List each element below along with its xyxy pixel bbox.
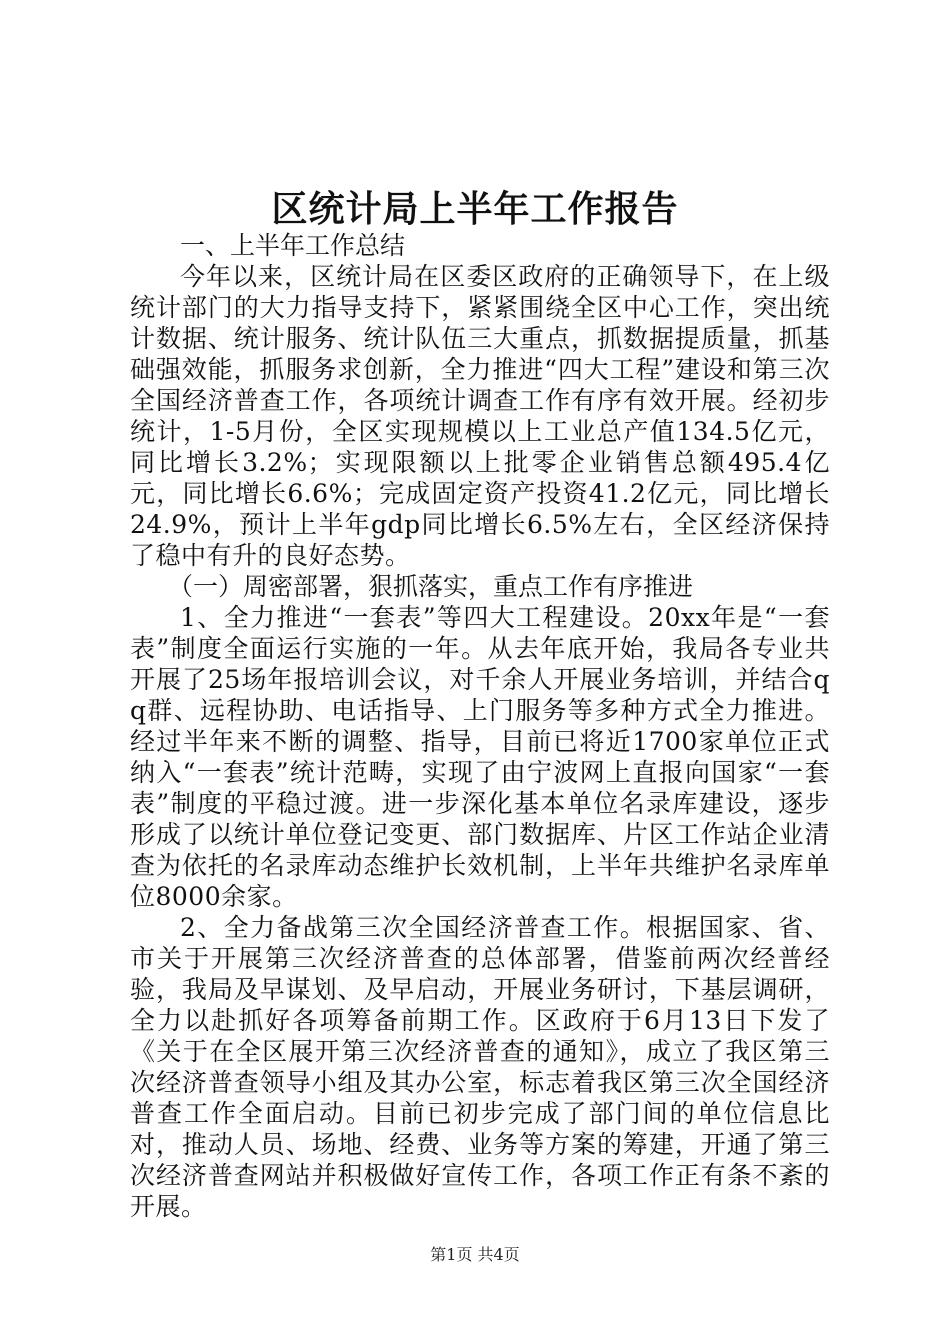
paragraph-summary: 今年以来，区统计局在区委区政府的正确领导下，在上级统计部门的大力指导支持下，紧紧围绕全区中心工作，突出统计数据、统计服务、统计队伍三大重点，抓数据提质量，抓基础强效能，抓服务求创新，全力推进“四大工程”建设和第三次全国经济普查工作，各项统计调查工作有序有效开展。经初步统计，1-5月份，全区实现规模以上工业总产值134.5亿元，同比增长3.2%；实现限额以上批零企业销售总额495.4亿元，同比增长6.6%；完成固定资产投资41.2亿元，同比增长24.9%，预计上半年gdp同比增长6.5%左右，全区经济保持了稳中有升的良好态势。 — [130, 262, 830, 570]
section-heading: 一、上半年工作总结 — [180, 231, 406, 260]
paragraph-economic-census: 2、全力备战第三次全国经济普查工作。根据国家、省、市关于开展第三次经济普查的总体部署，借鉴前两次经普经验，我局及早谋划、及早启动，开展业务研讨，下基层调研，全力以赴抓好各项筹备前期工作。区政府于6月13日下发了《关于在全区展开第三次经济普查的通知》，成立了我区第三次经济普查领导小组及其办公室，标志着我区第三次全国经济普查工作全面启动。目前已初步完成了部门间的单位信息比对，推动人员、场地、经费、业务等方案的筹建，开通了第三次经济普查网站并积极做好宣传工作，各项工作正有条不紊的开展。 — [130, 913, 830, 1221]
subsection-heading: （一）周密部署，狠抓落实，重点工作有序推进 — [168, 572, 694, 601]
paragraph-one-table-project: 1、全力推进“一套表”等四大工程建设。20xx年是“一套表”制度全面运行实施的一年。从去年底开始，我局各专业共开展了25场年报培训会议，对千余人开展业务培训，并结合qq群、远程协助、电话指导、上门服务等多种方式全力推进。经过半年来不断的调整、指导，目前已将近1700家单位正式纳入“一套表”统计范畴，实现了由宁波网上直报向国家“一套表”制度的平稳过渡。进一步深化基本单位名录库建设，逐步形成了以统计单位登记变更、部门数据库、片区工作站企业清查为依托的名录库动态维护长效机制，上半年共维护名录库单位8000余家。 — [130, 603, 830, 911]
document-body — [130, 230, 830, 1222]
document-title: 区统计局上半年工作报告 — [271, 189, 679, 230]
page-number-footer: 第1页 共4页 — [430, 1245, 520, 1264]
